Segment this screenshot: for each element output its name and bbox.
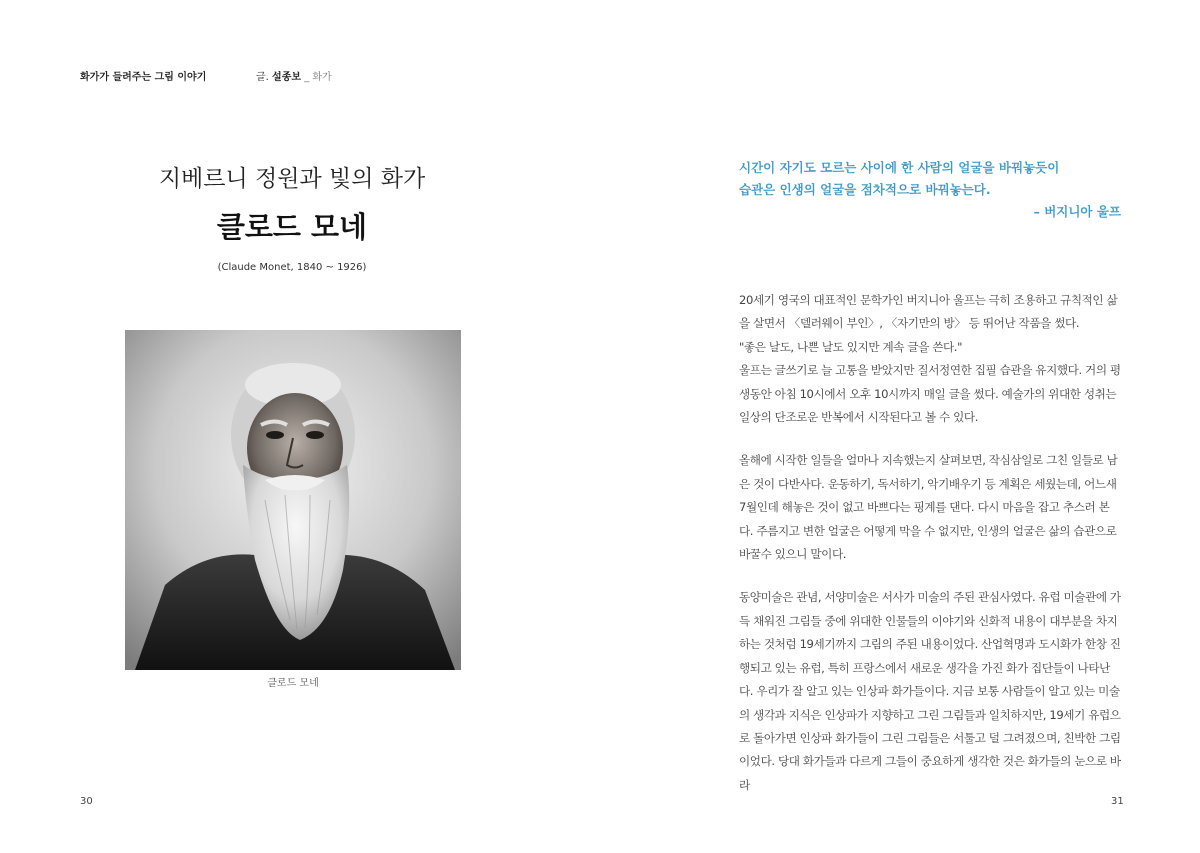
article-body [739, 289, 1121, 817]
monet-portrait-photo [125, 330, 461, 670]
epigraph-quote [739, 157, 1121, 223]
body-paragraph [739, 289, 1121, 429]
quote-line: 습관은 인생의 얼굴을 점차적으로 바꿔놓는다. [739, 182, 991, 197]
page-number-right: 31 [1111, 796, 1124, 807]
body-text: 울프는 글쓰기로 늘 고통을 받았지만 질서정연한 집필 습관을 유지했다. 거의 평생동안 아침 10시에서 오후 10시까지 매일 글을 썼다. 예술가의 위대한 성취는 일상의 단조로운 반복에서 시작된다고 볼 수 있다. [739, 363, 1121, 425]
body-paragraph: 올해에 시작한 일들을 얼마나 지속했는지 살펴보면, 작심삼일로 그친 일들로 남은 것이 다반사다. 운동하기, 독서하기, 악기배우기 등 계획은 세웠는데, 어느새 7월인데 해놓은 것이 없고 바쁘다는 핑계를 댄다. 다시 마음을 잡고 추스러 본다. 주름지고 변한 얼굴은 어떻게 막을 수 없지만, 인생의 얼굴은 삶의 습관으로 바꿀수 있으니 말이다. [739, 453, 1118, 562]
photo-caption: 클로드 모네 [267, 678, 319, 689]
byline-prefix: 글. [256, 72, 273, 83]
body-text: 20세기 영국의 대표적인 문학가인 버지니아 울프는 극히 조용하고 규칙적인 삶을 살면서 〈델러웨이 부인〉, 〈자기만의 방〉 등 뛰어난 작품을 썼다. [739, 293, 1118, 331]
artist-dates: (Claude Monet, 1840 ~ 1926) [217, 262, 367, 273]
body-paragraph: 동양미술은 관념, 서양미술은 서사가 미술의 주된 관심사였다. 유럽 미술관에 가득 채워진 그림들 중에 위대한 인물들의 이야기와 신화적 내용이 대부분을 차지하는 것처럼 19세기까지 그림의 주된 내용이었다. 산업혁명과 도시화가 한창 진행되고 있는 유럽, 특히 프랑스에서 새로운 생각을 가진 화가 집단들이 나타난다. 우리가 잘 알고 있는 인상파 화가들이다. 지금 보통 사람들이 알고 있는 미술의 생각과 지식은 인상파가 지향하고 그린 그림들과 일치하지만, 19세기 유럽으로 돌아가면 인상파 화가들이 그린 그림들은 서툴고 덜 그려졌으며, 친박한 그림이었다. 당대 화가들과 다르게 그들이 중요하게 생각한 것은 화가들의 눈으로 바라 [739, 590, 1121, 792]
article-title: 클로드 모네 [216, 210, 368, 244]
quote-line: 시간이 자기도 모르는 사이에 한 사람의 얼굴을 바꿔놓듯이 [739, 160, 1060, 175]
body-text: "좋은 날도, 나쁜 날도 있지만 계속 글을 쓴다." [739, 339, 963, 354]
page-number-left: 30 [80, 796, 93, 807]
author-role: _ 화가 [304, 72, 332, 83]
byline [256, 68, 332, 83]
author-name: 설종보 [272, 72, 302, 83]
quote-author: – 버지니아 울프 [1033, 204, 1121, 219]
series-title: 화가가 들려주는 그림 이야기 [80, 72, 207, 83]
article-subtitle: 지베르니 정원과 빛의 화가 [158, 166, 426, 192]
